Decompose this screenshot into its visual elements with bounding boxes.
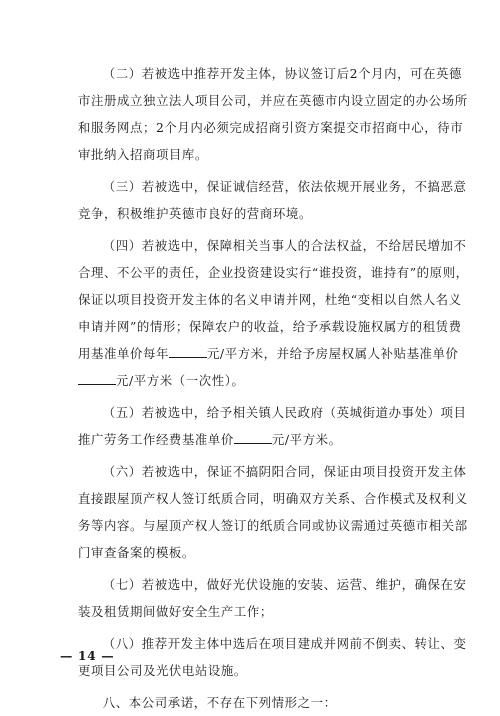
text-line: 务等内容。与屋顶产权人签订的纸质合同或协议需通过英德市相关部 xyxy=(78,518,468,533)
clause-7 xyxy=(78,571,467,625)
text-line: 合理、不公平的责任，企业投资建设实行“谁投资，谁持有”的原则， xyxy=(78,265,469,280)
section-8-heading xyxy=(78,689,420,716)
page-number: — 14 — xyxy=(60,648,115,663)
text-fragment: 元/平方米，并给予房屋权属人补贴基准单价 xyxy=(206,346,459,361)
text-line: （二）若被选中推荐开发主体，协议签订后2个月内，可在英德 xyxy=(102,66,463,81)
text-fragment: 元/平方米。 xyxy=(271,432,342,447)
text-line: （五）若被选中，给予相关镇人民政府（英城街道办事处）项目 xyxy=(102,405,467,420)
text-line xyxy=(78,367,420,394)
text-line: 竞争，积极维护英德市良好的营商环境。 xyxy=(78,206,312,221)
text-line: 申请并网”的情形；保障农户的收益，给予承载设施权属方的租赁费 xyxy=(78,319,462,334)
clause-5 xyxy=(78,399,467,453)
text-fragment: 元/平方米（一次性）。 xyxy=(116,373,245,388)
clause-8 xyxy=(78,630,467,684)
text-line: 和服务网点；2个月内必须完成招商引资方案提交市招商中心，待市 xyxy=(78,120,464,135)
text-line: （四）若被选中，保障相关当事人的合法权益，不给居民增加不 xyxy=(102,238,467,253)
page-body xyxy=(78,60,469,716)
clause-3 xyxy=(78,173,467,227)
labor-fee-blank xyxy=(234,431,272,444)
clause-2 xyxy=(78,60,468,168)
text-line: 装及租赁期间做好安全生产工作； xyxy=(78,604,273,619)
text-fragment: 用基准单价每年 xyxy=(78,346,169,361)
text-line: （八）推荐开发主体中选后在项目建成并网前不倒卖、转让、变 xyxy=(102,636,467,651)
text-line: 门审查备案的模板。 xyxy=(78,545,195,560)
text-line: 市注册成立独立法人项目公司，并应在英德市内设立固定的办公场所 xyxy=(78,93,468,108)
text-line: 保证以项目投资开发主体的名义申请并网，杜绝“变相以自然人名义 xyxy=(78,292,462,307)
text-line: （七）若被选中，做好光伏设施的安装、运营、维护，确保在安 xyxy=(102,577,467,592)
subsidy-price-blank xyxy=(78,372,116,385)
text-line: （六）若被选中，保证不搞阴阳合同，保证由项目投资开发主体 xyxy=(102,464,467,479)
text-line: 审批纳入招商项目库。 xyxy=(78,147,208,162)
text-line: 更项目公司及光伏电站设施。 xyxy=(78,663,247,678)
text-fragment: 推广劳务工作经费基准单价 xyxy=(78,432,234,447)
text-line: 八、本公司承诺，不存在下列情形之一： xyxy=(102,695,337,710)
text-line: 直接跟屋顶产权人签订纸质合同，明确双方关系、合作模式及权利义 xyxy=(78,491,468,506)
rent-price-blank xyxy=(169,345,207,358)
text-line: （三）若被选中，保证诚信经营，依法依规开展业务，不搞恶意 xyxy=(102,179,467,194)
clause-4 xyxy=(78,232,469,394)
clause-6 xyxy=(78,458,468,566)
text-line xyxy=(78,426,420,453)
text-line xyxy=(78,340,459,367)
